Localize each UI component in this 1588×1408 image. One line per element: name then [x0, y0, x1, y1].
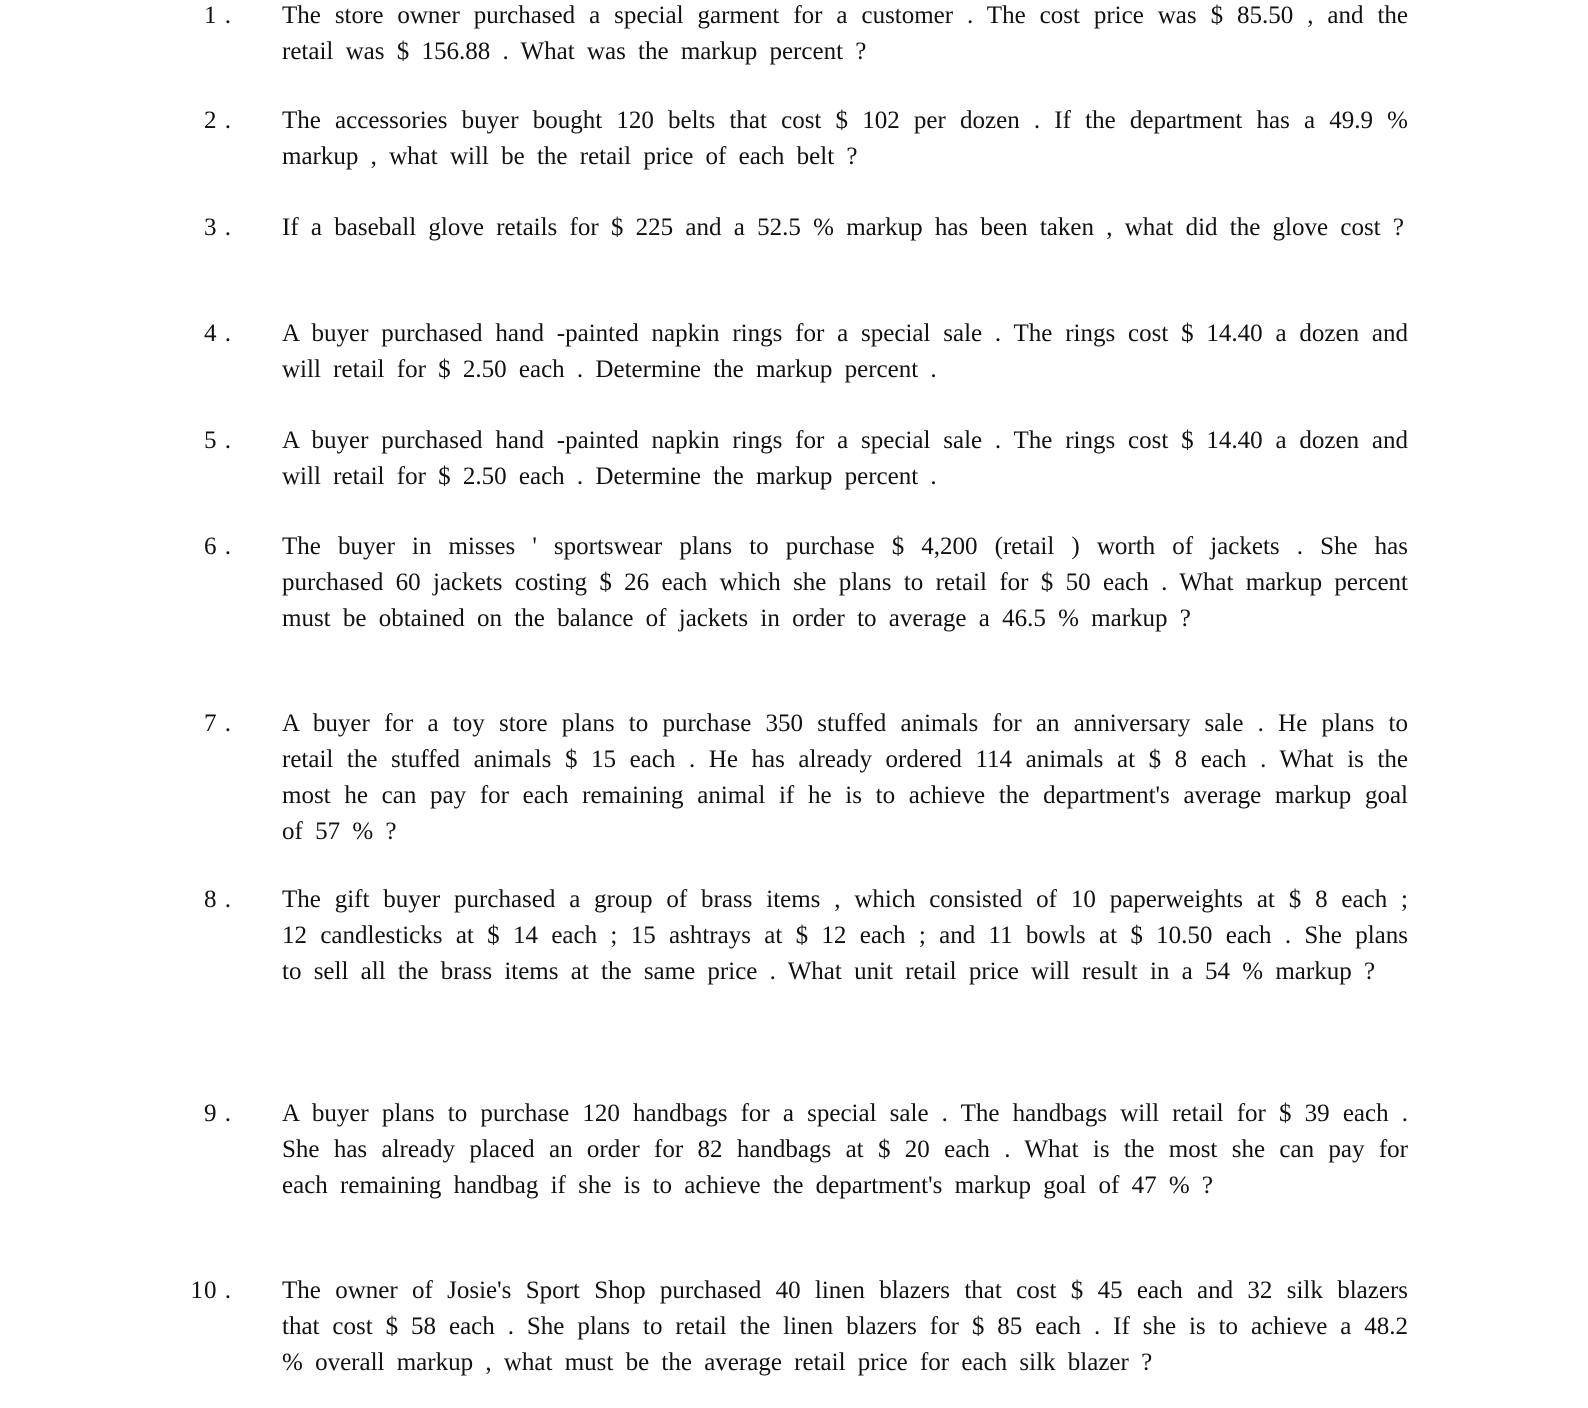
- problem-number: 5 .: [204, 427, 232, 454]
- problem-text: A buyer plans to purchase 120 handbags for a special sale . The handbags will retail for $ 39 each . She has already placed an order for 82 handbags at $ 20 each . What is the most she can pay for each remaining handbag if she is to achieve the department's markup goal of 47 % ?: [282, 1100, 1408, 1199]
- problem-text: The gift buyer purchased a group of brass items , which consisted of 10 paperweights at $ 8 each ; 12 candlesticks at $ 14 each ; 15 ashtrays at $ 12 each ; and 11 bowls at $ 10.50 each . She plans to sell all the brass items at the same price . What unit retail price will result in a 54 % markup ?: [282, 886, 1408, 985]
- problem-text: A buyer for a toy store plans to purchase 350 stuffed animals for an anniversary sale . He plans to retail the stuffed animals $ 15 each . He has already ordered 114 animals at $ 8 each . What is the most he can pay for each remaining animal if he is to achieve the department's average markup goal of 57 % ?: [282, 710, 1408, 845]
- problem-number: 4 .: [204, 320, 232, 347]
- problem-text: The buyer in misses ' sportswear plans to purchase $ 4,200 (retail ) worth of jackets . She has purchased 60 jackets costing $ 26 each which she plans to retail for $ 50 each . What markup percent must be obtained on the balance of jackets in order to average a 46.5 % markup ?: [282, 533, 1408, 632]
- problem-number: 3 .: [204, 214, 232, 241]
- problem-text: A buyer purchased hand -painted napkin rings for a special sale . The rings cost $ 14.40 a dozen and will retail for $ 2.50 each . Determine the markup percent .: [282, 427, 1408, 490]
- problem-number: 8 .: [204, 886, 232, 913]
- problem-number: 7 .: [204, 710, 232, 737]
- problem-number: 2 .: [204, 107, 232, 134]
- problem-number: 9 .: [204, 1100, 232, 1127]
- problem-text: A buyer purchased hand -painted napkin rings for a special sale . The rings cost $ 14.40 a dozen and will retail for $ 2.50 each . Determine the markup percent .: [282, 320, 1408, 383]
- problem-text: The accessories buyer bought 120 belts that cost $ 102 per dozen . If the department has a 49.9 % markup , what will be the retail price of each belt ?: [282, 107, 1408, 170]
- problem-number: 6 .: [204, 533, 232, 560]
- problem-text: The store owner purchased a special garment for a customer . The cost price was $ 85.50 , and the retail was $ 156.88 . What was the markup percent ?: [282, 2, 1408, 65]
- problem-number: 10 .: [190, 1277, 232, 1304]
- problem-text: The owner of Josie's Sport Shop purchased 40 linen blazers that cost $ 45 each and 32 silk blazers that cost $ 58 each . She plans to retail the linen blazers for $ 85 each . If she is to achieve a 48.2 % overall markup , what must be the average retail price for each silk blazer ?: [282, 1277, 1408, 1376]
- problem-text: If a baseball glove retails for $ 225 and a 52.5 % markup has been taken , what did the glove cost ?: [282, 214, 1404, 241]
- problem-number: 1 .: [204, 2, 232, 29]
